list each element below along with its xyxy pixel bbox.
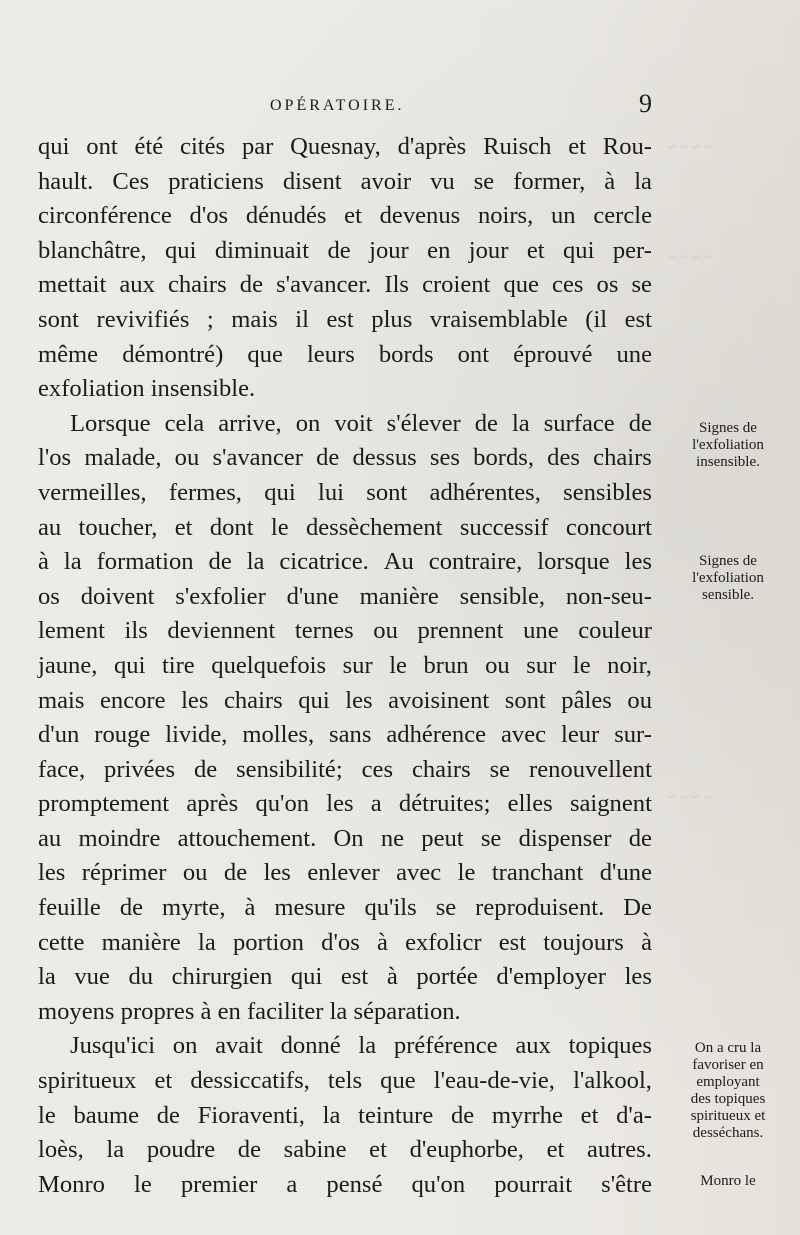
text-line: au moindre attouchement. On ne peut se dispenser de — [38, 824, 652, 852]
text-line: cette manière la portion d'os à exfolicr est toujours à — [38, 928, 652, 956]
text-line: mais encore les chairs qui les avoisinent sont pâles ou — [38, 686, 652, 714]
margin-note-insensible: Signes de l'exfoliation insensible. — [692, 420, 764, 470]
text-line: le baume de Fioraventi, la teinture de myrrhe et d'a- — [38, 1101, 652, 1129]
paragraph-start-line: Jusqu'ici on avait donné la préférence aux topiques — [70, 1032, 652, 1060]
text-line: même démontré) que leurs bords ont éprouvé une — [38, 340, 652, 368]
body-text — [38, 130, 652, 1202]
text-line: os doivent s'exfolier d'une manière sensible, non-seu- — [38, 582, 652, 610]
text-line: hault. Ces praticiens disent avoir vu se former, à la — [38, 167, 652, 195]
text-line: la vue du chirurgien qui est à portée d'employer les — [38, 963, 652, 991]
text-line: qui ont été cités par Quesnay, d'après Ruisch et Rou- — [38, 133, 652, 160]
show-through-mark: ~ ~ ~ ~ — [668, 790, 712, 806]
running-head — [40, 89, 660, 125]
text-line: exfoliation insensible. — [38, 375, 256, 403]
text-line: face, privées de sensibilité; ces chairs se renouvellent — [38, 755, 652, 783]
running-title: OPÉRATOIRE. — [270, 97, 405, 114]
text-line: jaune, qui tire quelquefois sur le brun ou sur le noir, — [38, 651, 652, 679]
text-line: sont revivifiés ; mais il est plus vraisemblable (il est — [38, 305, 652, 333]
text-line: blanchâtre, qui diminuait de jour en jour et qui per- — [38, 236, 652, 264]
margin-note-monro: Monro le — [700, 1173, 756, 1189]
text-line: mettait aux chairs de s'avancer. Ils croient que ces os se — [38, 271, 652, 299]
margin-note-topiques: On a cru la favoriser en employant des topiques spiritueux et desséchans. — [690, 1040, 766, 1141]
margin-note-sensible: Signes de l'exfoliation sensible. — [692, 553, 764, 603]
text-line: spiritueux et dessiccatifs, tels que l'eau-de-vie, l'alkool, — [38, 1067, 652, 1095]
show-through-mark: ~ ~ ~ ~ — [668, 250, 712, 266]
text-line: promptement après qu'on les a détruites; elles saignent — [38, 790, 652, 818]
text-line: vermeilles, fermes, qui lui sont adhérentes, sensibles — [38, 478, 652, 506]
text-line: circonférence d'os dénudés et devenus noirs, un cercle — [38, 202, 652, 230]
text-line: au toucher, et dont le dessèchement successif concourt — [38, 513, 652, 541]
show-through-mark: ~ ~ ~ ~ — [668, 140, 712, 156]
text-line: d'un rouge livide, molles, sans adhérence avec leur sur- — [38, 721, 652, 749]
paragraph-start-line: Lorsque cela arrive, on voit s'élever de la surface de — [70, 409, 652, 437]
text-line: à la formation de la cicatrice. Au contraire, lorsque les — [38, 548, 652, 576]
text-line: l'os malade, ou s'avancer de dessus ses bords, des chairs — [38, 444, 652, 472]
text-line: Monro le premier a pensé qu'on pourrait s'être — [38, 1170, 652, 1198]
text-line: lement ils deviennent ternes ou prennent une couleur — [38, 617, 652, 645]
page-number: 9 — [639, 89, 652, 118]
text-line: feuille de myrte, à mesure qu'ils se reproduisent. De — [38, 894, 652, 922]
text-line: les réprimer ou de les enlever avec le tranchant d'une — [38, 859, 652, 887]
text-line: moyens propres à en faciliter la séparation. — [38, 997, 461, 1025]
text-line: loès, la poudre de sabine et d'euphorbe, et autres. — [38, 1136, 652, 1164]
